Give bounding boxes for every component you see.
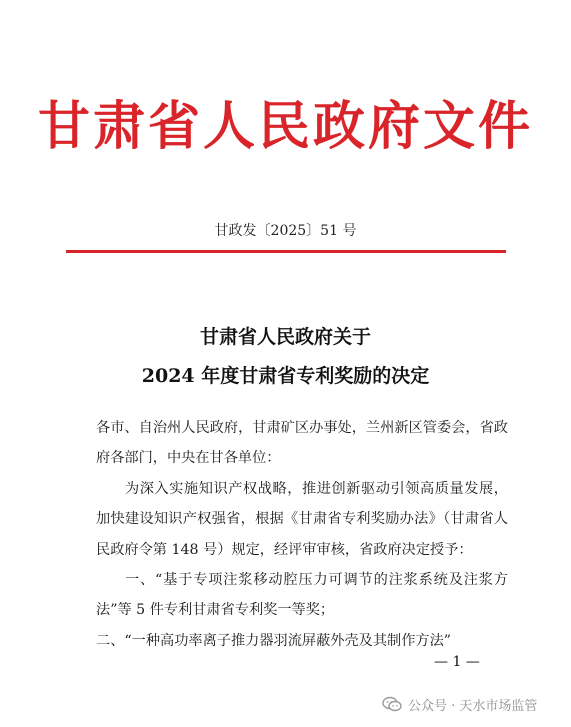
watermark <box>382 693 537 715</box>
body-paragraph-intro: 为深入实施知识产权战略，推进创新驱动引领高质量发展，加快建设知识产权强省，根据《甘肃省专利奖励办法》（甘肃省人民政府令第 148 号）规定，经评审审核，省政府决定授予： <box>96 481 508 558</box>
page-number: — 1 — <box>434 654 480 670</box>
document-number: 甘政发〔2025〕51 号 <box>214 223 357 239</box>
body-paragraph-item-2: 二、“一种高功率离子推力器羽流屏蔽外壳及其制作方法” <box>96 633 452 649</box>
body-paragraph-item-1: 一、“基于专项注浆移动腔压力可调节的注浆系统及注浆方法”等 5 件专利甘肃省专利奖一等奖； <box>96 572 508 619</box>
document-header-title: 甘肃省人民政府文件 <box>37 96 533 157</box>
red-divider <box>66 250 506 253</box>
body-paragraph-addressees: 各市、自治州人民政府，甘肃矿区办事处，兰州新区管委会，省政府各部门，中央在甘各单位： <box>96 420 508 467</box>
document-title-line-1: 甘肃省人民政府关于 <box>199 326 371 348</box>
wechat-icon <box>382 696 402 712</box>
watermark-text: 公众号 · 天水市场监管 <box>408 698 538 714</box>
document-title-line-2: 2024 年度甘肃省专利奖励的决定 <box>141 365 430 387</box>
